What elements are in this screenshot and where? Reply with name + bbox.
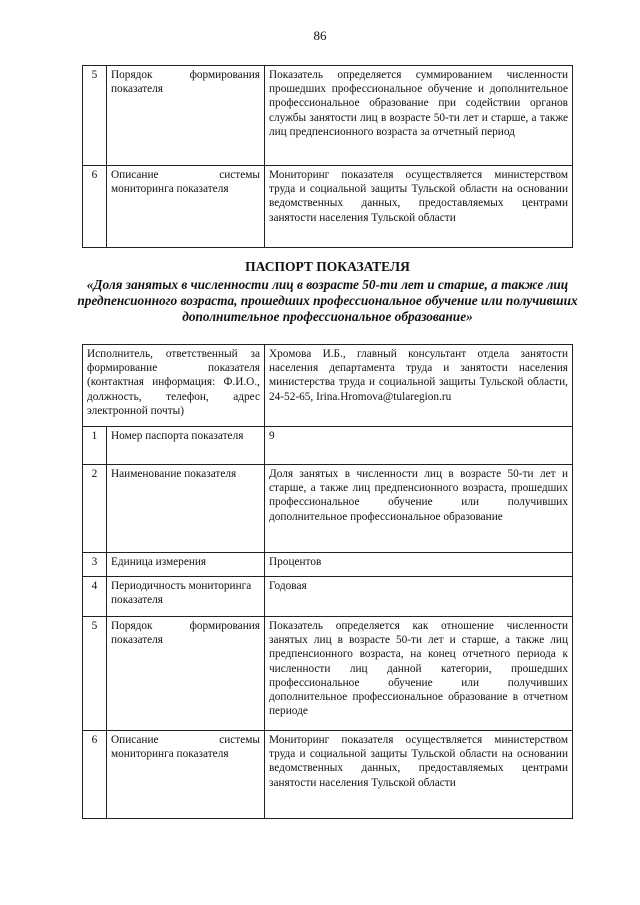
row-value: Доля занятых в численности лиц в возрасте 50-ти лет и старше, а также лиц предпенсионного возраста, прошедших профессиональное обучение или получивших дополнительное профессиональное образование (265, 465, 573, 553)
row-number: 2 (83, 465, 107, 553)
executor-label: Исполнитель, ответственный за формирование показателя (контактная информация: Ф.И.О., должность, телефон, адрес электронной почты) (83, 345, 265, 427)
passport-heading (70, 259, 585, 325)
row-label: Описание системы мониторинга показателя (107, 731, 265, 819)
row-label: Наименование показателя (107, 465, 265, 553)
row-label: Порядок формирования показателя (107, 66, 265, 166)
table-row (83, 465, 573, 553)
table-row (83, 345, 573, 427)
row-label: Порядок формирования показателя (107, 617, 265, 731)
row-value: 9 (265, 427, 573, 465)
row-value: Показатель определяется суммированием численности прошедших профессиональное обучение и дополнительное профессиональное образование при содействии органов службы занятости лиц в возрасте 50-ти лет и старше, а также лиц предпенсионного возраста за отчетный период (265, 66, 573, 166)
row-number: 6 (83, 731, 107, 819)
table-row (83, 731, 573, 819)
row-value: Годовая (265, 577, 573, 617)
passport-title: ПАСПОРТ ПОКАЗАТЕЛЯ (245, 259, 410, 274)
table-row (83, 66, 573, 166)
table-row (83, 166, 573, 248)
executor-value: Хромова И.Б., главный консультант отдела занятости населения департамента труда и занятости населения министерства труда и социальной защиты Тульской области, 24-52-65, Irina.Hromova@tularegion.ru (265, 345, 573, 427)
passport-table (82, 344, 573, 819)
row-value: Мониторинг показателя осуществляется министерством труда и социальной защиты Тульской области на основании ведомственных данных, предоставляемых центрами занятости населения Тульской области (265, 731, 573, 819)
table-row (83, 617, 573, 731)
row-number: 5 (83, 617, 107, 731)
page-number: 86 (313, 28, 327, 43)
row-number: 5 (83, 66, 107, 166)
row-value: Мониторинг показателя осуществляется министерством труда и социальной защиты Тульской области на основании ведомственных данных, предоставляемых центрами занятости населения Тульской области (265, 166, 573, 248)
row-number: 3 (83, 553, 107, 577)
table-row (83, 553, 573, 577)
row-number: 4 (83, 577, 107, 617)
row-label: Единица измерения (107, 553, 265, 577)
row-label: Номер паспорта показателя (107, 427, 265, 465)
top-table (82, 65, 573, 248)
row-value: Процентов (265, 553, 573, 577)
row-label: Описание системы мониторинга показателя (107, 166, 265, 248)
row-label: Периодичность мониторинга показателя (107, 577, 265, 617)
row-number: 6 (83, 166, 107, 248)
row-value: Показатель определяется как отношение численности занятых лиц в возрасте 50-ти лет и старше, а также лиц предпенсионного возраста, на конец отчетного периода к численности лиц данной категории, прошедших профессиональное обучение или получивших дополнительное профессиональное образование в отчетном периоде (265, 617, 573, 731)
passport-subtitle: «Доля занятых в численности лиц в возрасте 50-ти лет и старше, а также лиц предпенсионного возраста, прошедших профессиональное обучение или получивших дополнительное профессиональное образование» (77, 277, 578, 324)
table-row (83, 577, 573, 617)
table-row (83, 427, 573, 465)
row-number: 1 (83, 427, 107, 465)
